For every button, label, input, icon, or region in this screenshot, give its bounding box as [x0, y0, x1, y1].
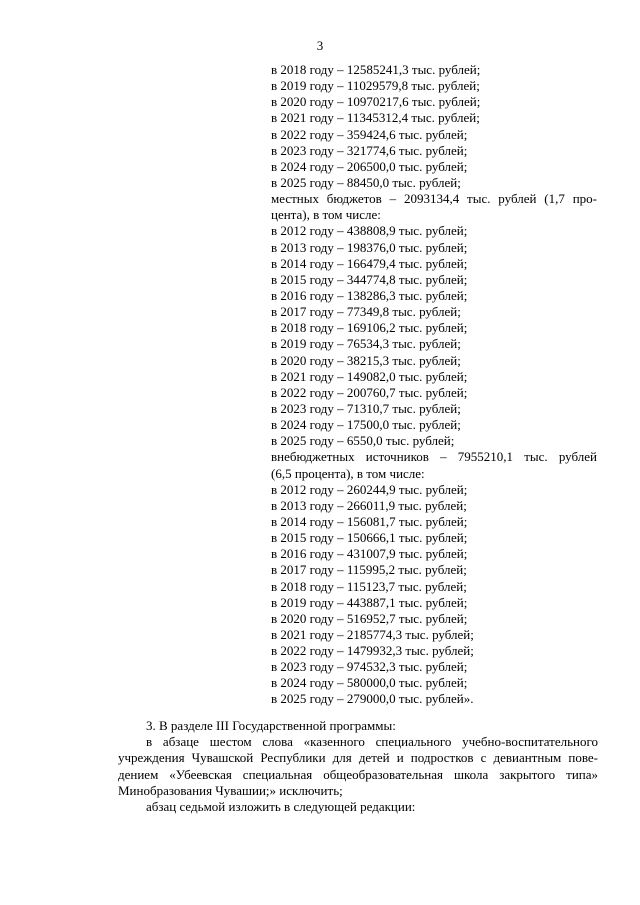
list-line: в 2024 году – 580000,0 тыс. рублей; — [271, 675, 468, 691]
list-line: в 2022 году – 1479932,3 тыс. рублей; — [271, 643, 474, 659]
list-line: в 2017 году – 115995,2 тыс. рублей; — [271, 562, 467, 578]
paragraph-line: дением «Убеевская специальная общеобразовательная школа закрытого типа» — [118, 766, 598, 782]
list-line: в 2013 году – 198376,0 тыс. рублей; — [271, 239, 468, 255]
funding-list — [271, 62, 597, 708]
list-line: в 2025 году – 88450,0 тыс. рублей; — [271, 174, 461, 190]
list-line: в 2025 году – 6550,0 тыс. рублей; — [271, 433, 455, 449]
list-line: в 2024 году – 206500,0 тыс. рублей; — [271, 158, 468, 174]
paragraph-line: учреждения Чувашской Республики для детей и подростков с девиантным пове- — [118, 750, 598, 766]
list-line: в 2023 году – 974532,3 тыс. рублей; — [271, 659, 468, 675]
list-line: в 2020 году – 516952,7 тыс. рублей; — [271, 610, 468, 626]
list-line: в 2014 году – 166479,4 тыс. рублей; — [271, 255, 468, 271]
paragraph-line: в абзаце шестом слова «казенного специального учебно-воспитательного — [146, 734, 598, 750]
list-line: в 2021 году – 11345312,4 тыс. рублей; — [271, 110, 480, 126]
list-line: в 2015 году – 150666,1 тыс. рублей; — [271, 530, 468, 546]
list-line: в 2021 году – 2185774,3 тыс. рублей; — [271, 626, 474, 642]
list-line: в 2022 году – 200760,7 тыс. рублей; — [271, 384, 468, 400]
section-heading: 3. В разделе III Государственной программы: — [146, 718, 396, 733]
list-line: в 2021 году – 149082,0 тыс. рублей; — [271, 368, 468, 384]
local-budgets-line: местных бюджетов – 2093134,4 тыс. рублей (1,7 про- — [271, 191, 597, 207]
list-line: (6,5 процента), в том числе: — [271, 465, 425, 481]
extrabudgetary-line: внебюджетных источников – 7955210,1 тыс. рублей — [271, 449, 597, 465]
list-line: в 2025 году – 279000,0 тыс. рублей». — [271, 691, 474, 707]
list-line: в 2019 году – 11029579,8 тыс. рублей; — [271, 78, 480, 94]
list-line: в 2018 году – 115123,7 тыс. рублей; — [271, 578, 467, 594]
list-line: в 2012 году – 260244,9 тыс. рублей; — [271, 481, 468, 497]
paragraph-line: абзац седьмой изложить в следующей редакции: — [146, 798, 416, 814]
list-line: в 2016 году – 138286,3 тыс. рублей; — [271, 287, 468, 303]
paragraph-line: Минобразования Чувашии;» исключить; — [118, 782, 343, 798]
list-line: в 2024 году – 17500,0 тыс. рублей; — [271, 417, 461, 433]
list-line: в 2015 году – 344774,8 тыс. рублей; — [271, 271, 468, 287]
list-line: в 2019 году – 443887,1 тыс. рублей; — [271, 594, 468, 610]
section-3 — [118, 718, 598, 815]
page-number: 3 — [316, 38, 324, 53]
list-line: в 2022 году – 359424,6 тыс. рублей; — [271, 126, 468, 142]
list-line: в 2019 году – 76534,3 тыс. рублей; — [271, 336, 461, 352]
list-line: в 2018 году – 12585241,3 тыс. рублей; — [271, 62, 481, 77]
list-line: в 2016 году – 431007,9 тыс. рублей; — [271, 546, 468, 562]
list-line: в 2023 году – 71310,7 тыс. рублей; — [271, 400, 461, 416]
list-line: в 2023 году – 321774,6 тыс. рублей; — [271, 142, 468, 158]
list-line: в 2014 году – 156081,7 тыс. рублей; — [271, 513, 468, 529]
list-line: в 2018 году – 169106,2 тыс. рублей; — [271, 320, 468, 336]
list-line: в 2020 году – 10970217,6 тыс. рублей; — [271, 94, 481, 110]
list-line: в 2020 году – 38215,3 тыс. рублей; — [271, 352, 461, 368]
list-line: в 2012 году – 438808,9 тыс. рублей; — [271, 223, 468, 239]
list-line: в 2013 году – 266011,9 тыс. рублей; — [271, 497, 467, 513]
list-line: в 2017 году – 77349,8 тыс. рублей; — [271, 304, 461, 320]
list-line: цента), в том числе: — [271, 207, 381, 223]
